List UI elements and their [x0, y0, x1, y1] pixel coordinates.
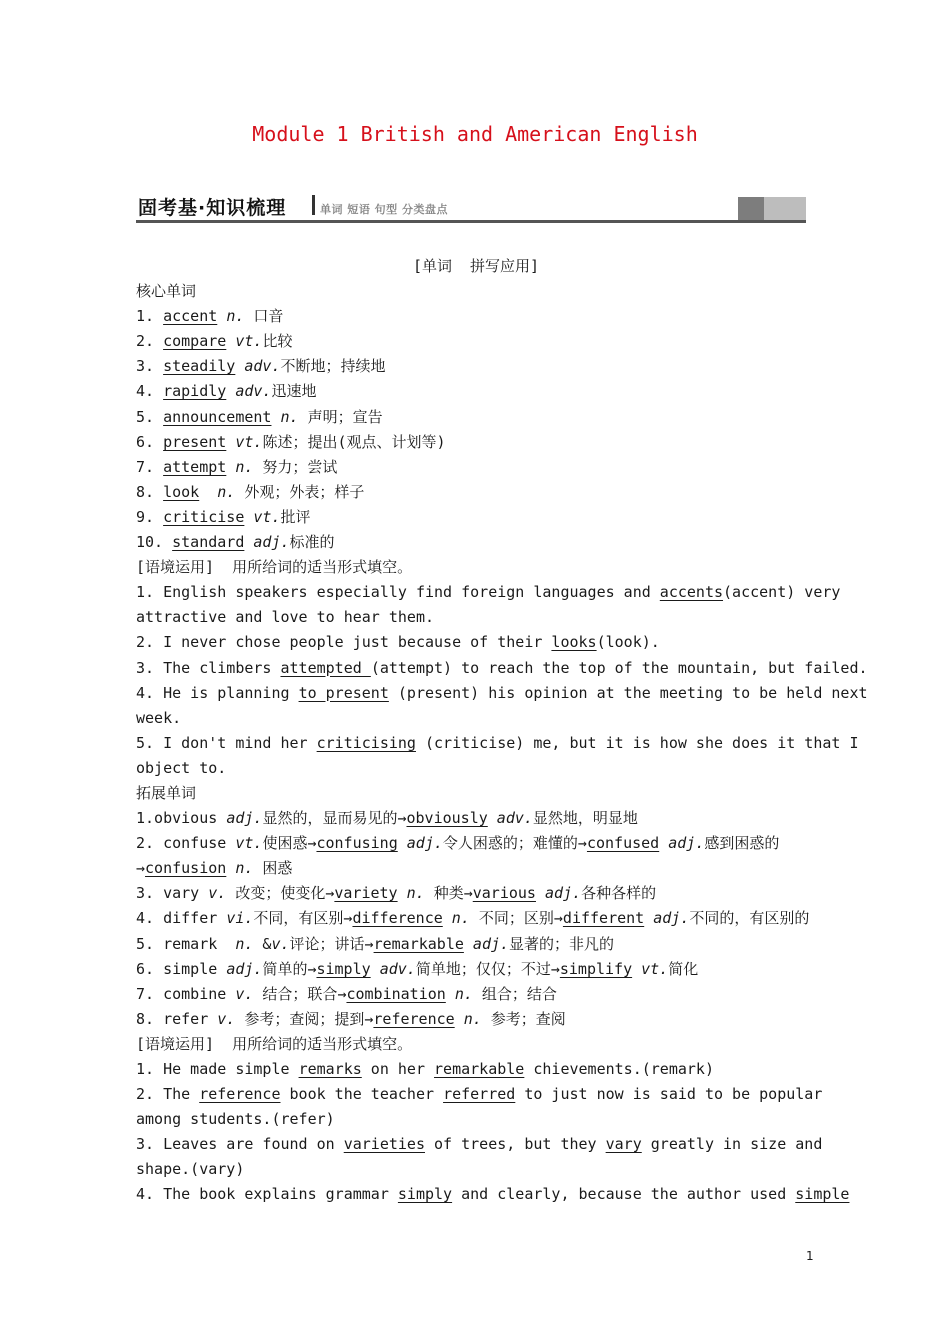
- text-line: [136, 1032, 816, 1057]
- answer-blank: reference: [373, 1009, 455, 1028]
- text-line: [136, 279, 816, 304]
- answer-blank: confusing: [316, 834, 398, 853]
- text-segment: [488, 809, 497, 827]
- answer-blank: reference: [199, 1085, 281, 1104]
- text-segment: 困惑: [253, 859, 293, 878]
- text-segment: (present) his opinion at the meeting to be held next: [388, 683, 868, 702]
- text-segment: on her: [361, 1060, 435, 1078]
- answer-blank: simplify: [559, 959, 633, 978]
- text-segment: 4.: [136, 382, 164, 401]
- part-of-speech: adj.: [226, 809, 263, 828]
- part-of-speech: adv.: [379, 959, 416, 978]
- text-segment: 努力；尝试: [253, 457, 338, 476]
- text-segment: [464, 935, 473, 953]
- answer-blank: confused: [586, 834, 660, 853]
- text-segment: 7.: [136, 457, 164, 476]
- text-line: [136, 731, 859, 756]
- answer-blank: variety: [334, 884, 398, 903]
- text-segment: chievements.(remark): [524, 1060, 714, 1078]
- text-segment: 各种各样的: [581, 884, 657, 903]
- answer-blank: simply: [397, 1185, 453, 1204]
- text-line: [136, 455, 816, 480]
- answer-blank: criticising: [316, 733, 416, 752]
- answer-blank: present: [163, 432, 227, 451]
- text-line: [136, 656, 868, 681]
- text-segment: 口音: [244, 307, 284, 326]
- text-segment: [371, 960, 380, 978]
- text-line: [136, 957, 816, 982]
- text-segment: 显然地，明显地: [532, 809, 638, 828]
- text-segment: 简单的→: [262, 959, 317, 978]
- text-segment: [398, 884, 407, 902]
- text-segment: 显著的；非凡的: [509, 934, 615, 953]
- text-segment: 3. Leaves are found on: [136, 1135, 344, 1154]
- text-line: [136, 982, 816, 1007]
- text-line: [136, 505, 816, 530]
- text-segment: 评论；讲话→: [289, 934, 374, 953]
- text-segment: 6. simple: [136, 959, 227, 978]
- text-segment: among students.(refer): [136, 1110, 335, 1129]
- part-of-speech: v.: [208, 884, 227, 903]
- text-segment: attractive and love to hear them.: [136, 608, 435, 627]
- text-segment: 2.: [136, 332, 164, 351]
- text-segment: 5. I don't mind her: [136, 733, 317, 752]
- answer-blank: rapidly: [163, 382, 227, 401]
- text-segment: 不同的，有区别的: [689, 909, 810, 928]
- text-line: [136, 1107, 816, 1132]
- text-line: [136, 379, 816, 404]
- banner-subtitle: 单词 短语 句型 分类盘点: [320, 203, 448, 216]
- part-of-speech: n.: [235, 934, 254, 953]
- part-of-speech: adj.: [226, 959, 263, 978]
- text-segment: 简单地；仅仅；不过→: [415, 959, 560, 978]
- answer-blank: obviously: [406, 809, 488, 828]
- answer-blank: remarks: [298, 1060, 362, 1078]
- text-segment: 改变；使变化→: [226, 884, 335, 903]
- answer-blank: look: [163, 482, 200, 501]
- text-segment: 2. confuse: [136, 834, 236, 853]
- part-of-speech: v.: [217, 1009, 236, 1028]
- text-segment: 令人困惑的；难懂的→: [442, 834, 587, 853]
- text-segment: [398, 834, 407, 852]
- text-segment: (look).: [596, 633, 660, 652]
- text-line: [136, 831, 816, 856]
- part-of-speech: vt.: [235, 332, 263, 351]
- text-line: [136, 1132, 823, 1157]
- text-segment: 4. He is planning: [136, 683, 299, 702]
- text-segment: 迅速地: [271, 382, 317, 401]
- text-line: [136, 329, 816, 354]
- part-of-speech: adv.: [244, 357, 281, 376]
- text-line: [136, 881, 816, 906]
- text-segment: 6.: [136, 432, 164, 451]
- document-body: [136, 254, 868, 1208]
- answer-blank: announcement: [163, 407, 272, 426]
- part-of-speech: n.: [451, 909, 470, 928]
- text-segment: book the teacher: [280, 1085, 444, 1104]
- answer-blank: vary: [605, 1135, 642, 1154]
- part-of-speech: n.: [226, 307, 245, 326]
- answer-blank: different: [562, 909, 645, 928]
- text-line: [136, 254, 816, 279]
- text-segment: 8.: [136, 482, 164, 501]
- text-segment: (attempt) to reach the top of the mountain, but failed.: [370, 658, 868, 677]
- text-segment: 2. I never chose people just because of their: [136, 633, 552, 652]
- text-segment: 5.: [136, 407, 164, 426]
- part-of-speech: n.: [217, 482, 236, 501]
- text-segment: [271, 408, 280, 426]
- text-segment: 3. The climbers: [136, 658, 281, 677]
- text-line: [136, 555, 816, 580]
- banner-block-light: [764, 197, 806, 220]
- text-segment: 比较: [262, 332, 293, 351]
- text-segment: [659, 834, 668, 852]
- text-segment: 感到困惑的: [704, 834, 780, 853]
- answer-blank: varieties: [343, 1135, 425, 1154]
- text-segment: 拓展单词: [136, 783, 197, 802]
- text-segment: [226, 458, 235, 476]
- text-segment: week.: [136, 708, 182, 727]
- text-segment: 参考；查阅；提到→: [235, 1009, 374, 1028]
- part-of-speech: n.: [454, 984, 473, 1003]
- answer-blank: combination: [346, 984, 446, 1003]
- text-segment: 种类→: [424, 884, 473, 903]
- answer-blank: difference: [352, 909, 443, 928]
- text-line: [136, 1182, 850, 1207]
- text-line: [136, 1157, 816, 1182]
- part-of-speech: n.: [235, 859, 254, 878]
- text-segment: 1.: [136, 307, 164, 326]
- text-line: [136, 1082, 823, 1107]
- text-segment: &: [253, 934, 272, 953]
- text-segment: [226, 859, 235, 877]
- text-segment: [单词 拼写应用]: [412, 257, 540, 275]
- text-segment: [226, 332, 235, 350]
- text-segment: 批评: [280, 507, 311, 526]
- answer-blank: compare: [163, 332, 227, 351]
- text-segment: [632, 960, 641, 978]
- text-line: [136, 405, 816, 430]
- part-of-speech: adj.: [668, 834, 705, 853]
- text-segment: (accent) very: [723, 583, 841, 602]
- text-segment: 10.: [136, 533, 173, 552]
- text-segment: greatly in size and: [641, 1135, 823, 1154]
- part-of-speech: adj.: [653, 909, 690, 928]
- part-of-speech: n.: [235, 457, 254, 476]
- text-segment: [199, 483, 217, 501]
- part-of-speech: vt.: [235, 834, 263, 853]
- text-segment: 结合；联合→: [253, 984, 347, 1003]
- text-line: [136, 580, 841, 605]
- part-of-speech: n.: [280, 407, 299, 426]
- part-of-speech: vi.: [226, 909, 254, 928]
- answer-blank: accents: [659, 583, 724, 602]
- part-of-speech: adv.: [235, 382, 272, 401]
- text-segment: 不同，有区别→: [253, 909, 353, 928]
- part-of-speech: vt.: [641, 959, 669, 978]
- part-of-speech: v.: [235, 984, 254, 1003]
- text-segment: 外观；外表；样子: [235, 482, 365, 501]
- answer-blank: simply: [316, 959, 371, 978]
- text-line: [136, 430, 816, 455]
- text-line: [136, 681, 868, 706]
- text-segment: 7. combine: [136, 984, 236, 1003]
- answer-blank: standard: [172, 533, 245, 552]
- text-segment: 1. He made simple: [136, 1060, 299, 1078]
- answer-blank: simple: [795, 1185, 850, 1204]
- text-segment: 陈述；提出(观点、计划等): [262, 432, 446, 451]
- answer-blank: attempt: [163, 457, 227, 476]
- text-segment: [536, 884, 545, 902]
- part-of-speech: n.: [406, 884, 425, 903]
- text-segment: 组合；结合: [472, 984, 557, 1003]
- text-line: [136, 781, 816, 806]
- answer-blank: remarkable: [434, 1060, 525, 1078]
- answer-blank: criticise: [163, 507, 245, 526]
- text-segment: 3. vary: [136, 884, 209, 903]
- part-of-speech: adj.: [472, 934, 510, 953]
- text-segment: 核心单词: [136, 282, 197, 301]
- text-segment: 简化: [668, 959, 699, 978]
- text-segment: 9.: [136, 507, 164, 526]
- text-segment: 使困惑→: [262, 834, 317, 853]
- text-segment: [217, 307, 226, 325]
- banner-block-dark: [738, 197, 764, 220]
- text-line: [136, 480, 816, 505]
- text-segment: 显然的，显而易见的→: [262, 809, 407, 828]
- part-of-speech: adj.: [545, 884, 582, 903]
- text-segment: [语境运用] 用所给词的适当形式填空。: [136, 558, 413, 577]
- text-segment: [语境运用] 用所给词的适当形式填空。: [136, 1034, 413, 1053]
- text-segment: [455, 1010, 464, 1028]
- text-segment: 标准的: [289, 533, 335, 552]
- part-of-speech: n.: [463, 1009, 482, 1028]
- part-of-speech: adj.: [253, 533, 290, 552]
- answer-blank: to present: [298, 683, 389, 702]
- text-segment: of trees, but they: [425, 1135, 606, 1154]
- text-segment: 4. differ: [136, 909, 227, 928]
- text-line: [136, 1007, 816, 1032]
- text-line: [136, 530, 816, 555]
- answer-blank: attempted: [280, 658, 371, 677]
- text-segment: 5. remark: [136, 934, 236, 953]
- text-line: [136, 932, 816, 957]
- answer-blank: confusion: [145, 859, 227, 878]
- answer-blank: remarkable: [373, 934, 464, 953]
- section-banner: [136, 193, 806, 223]
- answer-blank: looks: [551, 633, 597, 652]
- answer-blank: accent: [163, 307, 218, 326]
- module-title: Module 1 British and American English: [252, 122, 698, 146]
- text-segment: 8. refer: [136, 1009, 218, 1028]
- text-segment: to just now is said to be popular: [515, 1085, 823, 1104]
- text-segment: 4. The book explains grammar: [136, 1185, 398, 1204]
- text-segment: [644, 909, 653, 927]
- answer-blank: steadily: [163, 357, 236, 376]
- text-segment: 1. English speakers especially find foreign languages and: [136, 583, 660, 602]
- text-segment: (criticise) me, but it is how she does it that I: [415, 733, 859, 752]
- text-segment: [226, 433, 235, 451]
- text-segment: 不同；区别→: [469, 909, 563, 928]
- text-segment: 声明；宣告: [298, 407, 383, 426]
- text-line: [136, 605, 816, 630]
- text-segment: object to.: [136, 758, 227, 777]
- text-line: [136, 906, 816, 931]
- text-line: [136, 1057, 816, 1082]
- part-of-speech: vt.: [235, 432, 263, 451]
- text-line: [136, 856, 816, 881]
- text-line: [136, 806, 816, 831]
- text-line: [136, 706, 816, 731]
- banner-heading: 固考基·知识梳理: [138, 197, 287, 219]
- part-of-speech: vt.: [253, 507, 281, 526]
- text-segment: and clearly, because the author used: [452, 1185, 796, 1204]
- text-segment: →: [136, 859, 146, 878]
- text-segment: 不断地；持续地: [280, 357, 386, 376]
- text-segment: 2. The: [136, 1085, 200, 1104]
- part-of-speech: v.: [271, 934, 290, 953]
- text-segment: 参考；查阅: [481, 1009, 566, 1028]
- text-segment: 1.obvious: [136, 809, 227, 828]
- text-segment: [226, 382, 235, 400]
- answer-blank: various: [472, 884, 536, 903]
- banner-divider: [312, 195, 315, 215]
- part-of-speech: adv.: [496, 809, 533, 828]
- text-line: [136, 756, 816, 781]
- text-line: [136, 304, 816, 329]
- page-number: 1: [806, 1249, 814, 1263]
- answer-blank: referred: [443, 1085, 516, 1104]
- text-segment: 3.: [136, 357, 164, 376]
- text-segment: [443, 909, 452, 927]
- part-of-speech: adj.: [406, 834, 443, 853]
- text-segment: shape.(vary): [136, 1160, 245, 1179]
- text-line: [136, 354, 816, 379]
- text-line: [136, 630, 816, 655]
- text-segment: [446, 985, 455, 1003]
- banner-rule: [136, 220, 806, 223]
